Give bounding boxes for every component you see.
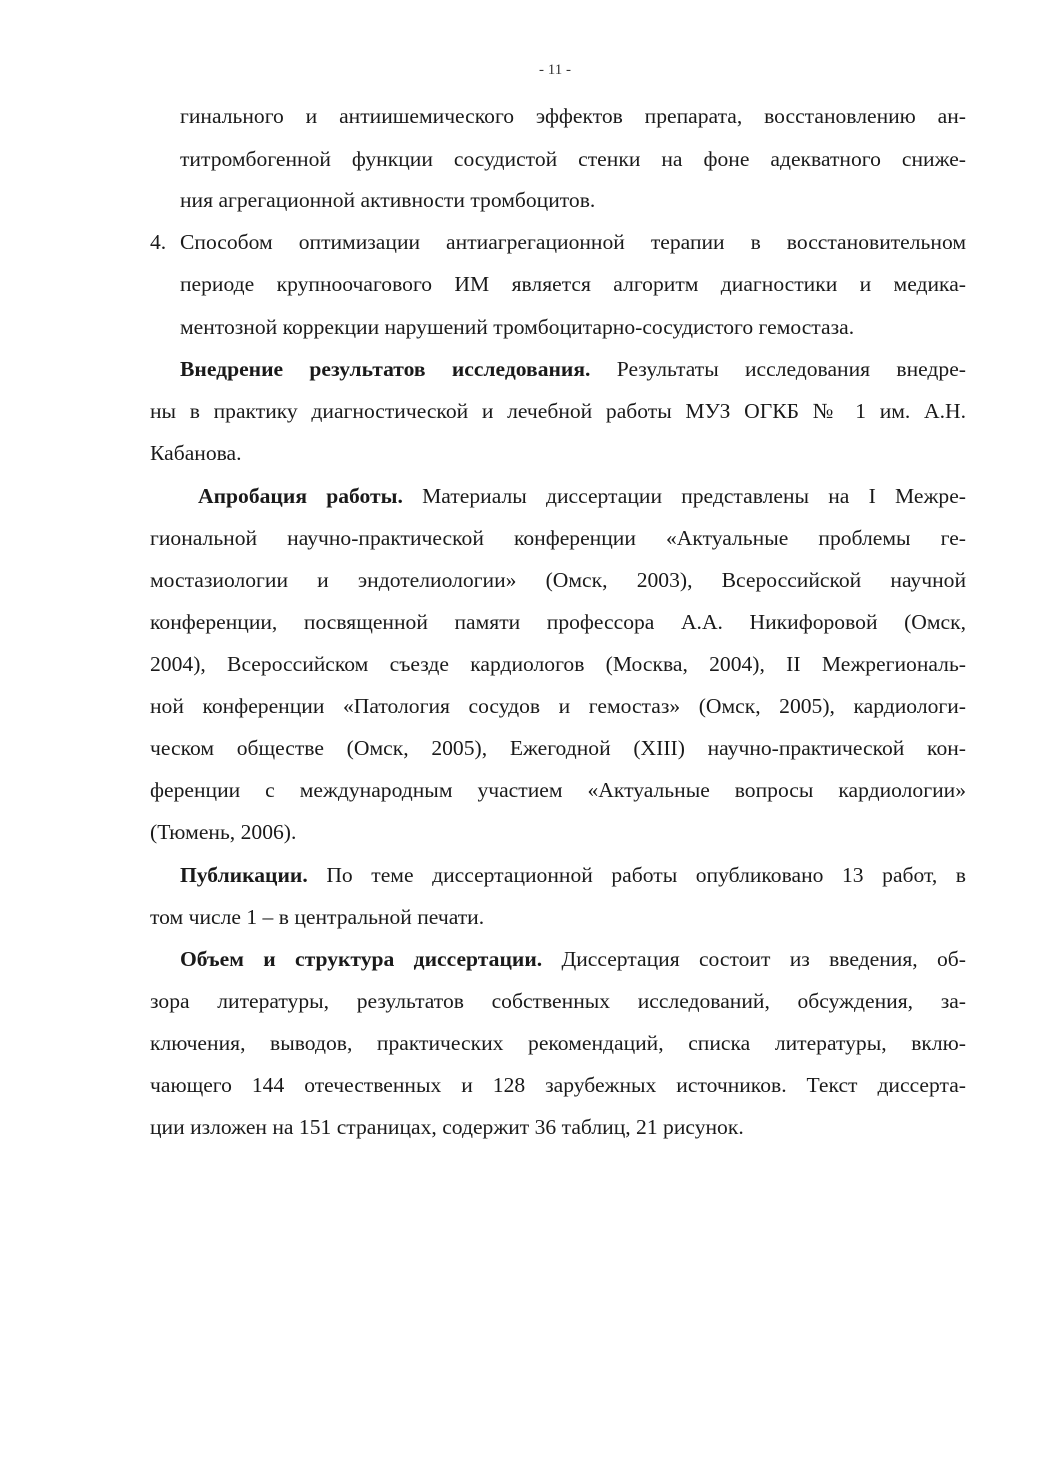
text-span: Результаты исследования внедре-: [590, 357, 966, 381]
text-line: Способом оптимизации антиагрегационной терапии в восстановительном: [180, 230, 966, 254]
list-number: 4.: [150, 230, 167, 254]
text-line: конференции, посвященной памяти профессора А.А. Никифоровой (Омск,: [150, 610, 966, 634]
text-line: титромбогенной функции сосудистой стенки на фоне адекватного сниже-: [180, 147, 966, 171]
page-number: - 11 -: [539, 62, 571, 78]
text-line: зора литературы, результатов собственных исследований, обсуждения, за-: [150, 989, 966, 1013]
text-line: периоде крупноочагового ИМ является алгоритм диагностики и медика-: [180, 272, 966, 296]
text-line: ны в практику диагностической и лечебной работы МУЗ ОГКБ № 1 им. А.Н.: [150, 399, 966, 423]
paragraph-first-line: [180, 355, 966, 383]
paragraph-first-line: [180, 945, 966, 973]
paragraph-first-line: [198, 482, 966, 510]
text-line: ции изложен на 151 страницах, содержит 36 таблиц, 21 рисунок.: [150, 1115, 744, 1139]
text-line: ния агрегационной активности тромбоцитов.: [180, 188, 596, 212]
text-span: Материалы диссертации представлены на I Межре-: [402, 484, 966, 508]
text-line: мостазиологии и эндотелиологии» (Омск, 2003), Всероссийской научной: [150, 568, 966, 592]
text-line: (Тюмень, 2006).: [150, 820, 297, 844]
text-line: Кабанова.: [150, 441, 242, 465]
section-heading: Публикации.: [180, 863, 308, 887]
text-line: ференции с международным участием «Актуальные вопросы кардиологии»: [150, 778, 966, 802]
text-line: гиональной научно-практической конференции «Актуальные проблемы ге-: [150, 526, 966, 550]
section-heading: Объем и структура диссертации.: [180, 947, 543, 971]
text-line: чающего 144 отечественных и 128 зарубежных источников. Текст диссерта-: [150, 1073, 966, 1097]
text-line: ключения, выводов, практических рекомендаций, списка литературы, вклю-: [150, 1031, 966, 1055]
text-line: 2004), Всероссийском съезде кардиологов (Москва, 2004), II Межрегиональ-: [150, 652, 966, 676]
text-line: ческом обществе (Омск, 2005), Ежегодной (XIII) научно-практической кон-: [150, 736, 966, 760]
paragraph-first-line: [180, 861, 966, 889]
text-span: По теме диссертационной работы опубликовано 13 работ, в: [307, 863, 966, 887]
text-line: ментозной коррекции нарушений тромбоцитарно-сосудистого гемостаза.: [180, 315, 855, 339]
text-line: гинального и антиишемического эффектов препарата, восстановлению ан-: [180, 104, 966, 128]
text-line: том числе 1 – в центральной печати.: [150, 905, 485, 929]
section-heading: Апробация работы.: [198, 484, 403, 508]
section-heading: Внедрение результатов исследования.: [180, 357, 591, 381]
text-line: ной конференции «Патология сосудов и гемостаз» (Омск, 2005), кардиологи-: [150, 694, 966, 718]
text-span: Диссертация состоит из введения, об-: [542, 947, 966, 971]
